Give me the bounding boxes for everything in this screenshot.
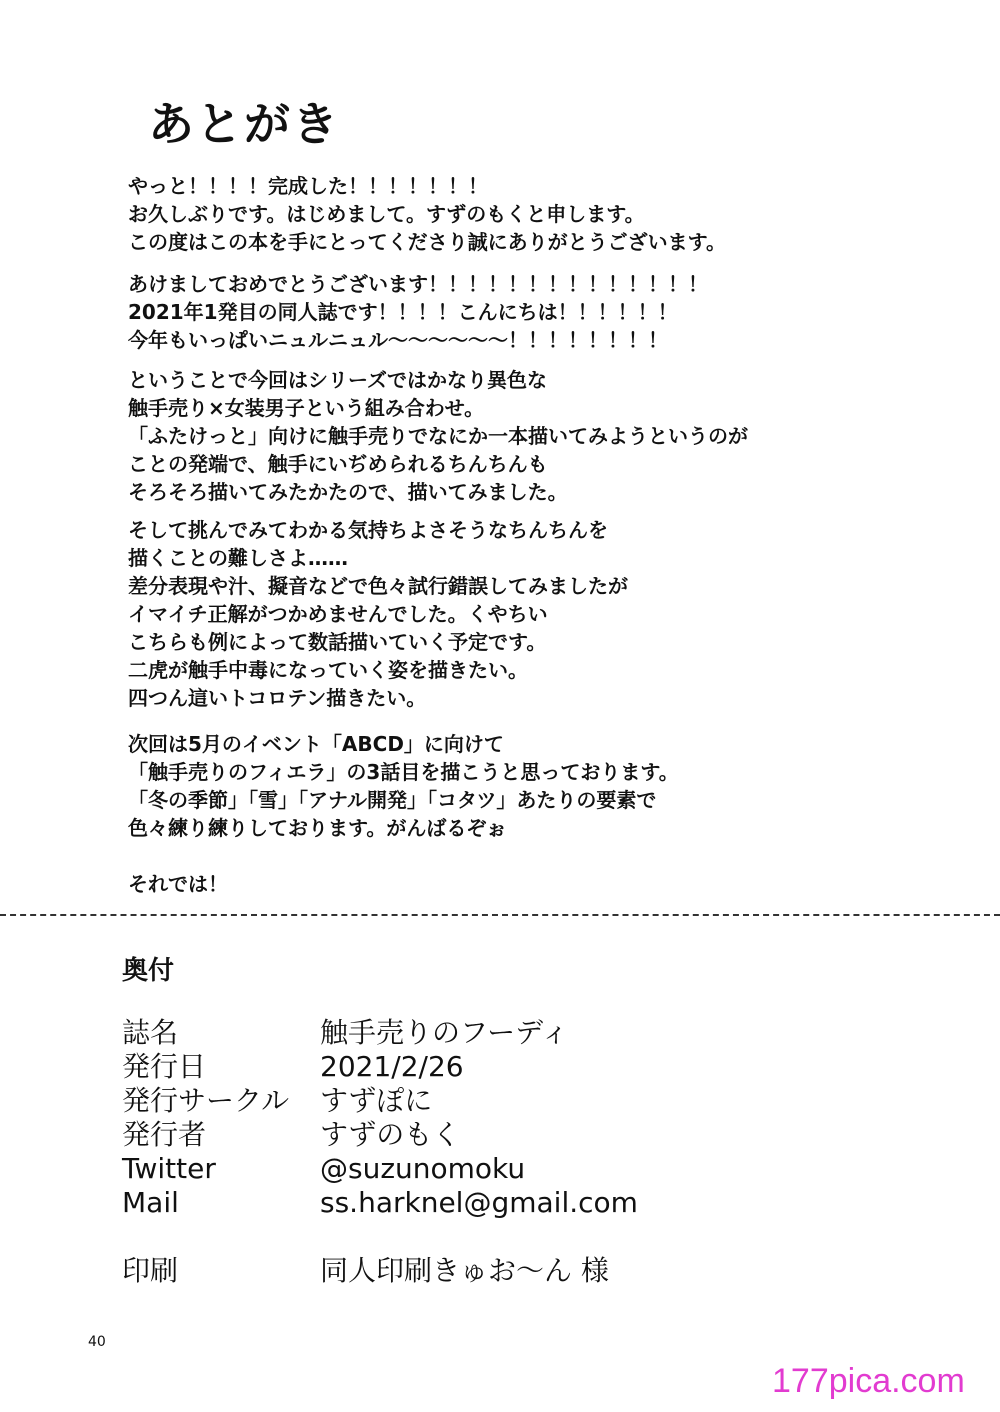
colophon-row-mail [122, 1186, 722, 1220]
colophon-value: ss.harknel@gmail.com [320, 1186, 638, 1219]
paragraph-6 [128, 870, 228, 898]
colophon-label: 発行者 [122, 1118, 207, 1151]
paragraph-4 [128, 516, 628, 712]
text-line: こちらも例によって数話描いていく予定です。 [128, 630, 547, 654]
text-line: そして挑んでみてわかる気持ちよさそうなちんちんを [128, 518, 608, 542]
text-line: 「冬の季節」「雪」「アナル開発」「コタツ」あたりの要素で [128, 788, 657, 812]
text-line: 二虎が触手中毒になっていく姿を描きたい。 [128, 658, 528, 682]
colophon-label: 誌名 [122, 1016, 179, 1049]
colophon-row-twitter [122, 1152, 722, 1186]
text-line: そろそろ描いてみたかたので、描いてみました。 [128, 480, 568, 504]
page-number: 40 [88, 1334, 106, 1350]
colophon-row-date [122, 1050, 722, 1084]
colophon-value: すずのもく [320, 1118, 461, 1151]
colophon-label: 印刷 [122, 1254, 179, 1287]
text-line: 触手売り×女装男子という組み合わせ。 [128, 396, 485, 420]
colophon-label: 発行サークル [122, 1084, 290, 1117]
paragraph-3 [128, 366, 748, 506]
afterword-title: あとがき [148, 97, 340, 151]
text-line: それでは！ [128, 872, 228, 896]
colophon-label: 発行日 [122, 1050, 207, 1083]
dashed-divider [0, 914, 1000, 916]
colophon-row-publisher [122, 1118, 722, 1152]
text-line: 描くことの難しさよ…… [128, 546, 348, 570]
text-line: 「触手売りのフィエラ」の3話目を描こうと思っております。 [128, 760, 679, 784]
text-line: 2021年1発目の同人誌です！！！！こんにちは！！！！！！ [128, 300, 678, 324]
text-line: ということで今回はシリーズではかなり異色な [128, 368, 547, 392]
text-line: 差分表現や汁、擬音などで色々試行錯誤してみましたが [128, 574, 628, 598]
paragraph-5 [128, 730, 679, 842]
colophon-title: 奥付 [122, 956, 175, 986]
text-line: お久しぶりです。はじめまして。すずのもくと申します。 [128, 202, 645, 226]
text-line: 次回は5月のイベント「ABCD」に向けて [128, 732, 504, 756]
colophon-row-title [122, 1016, 722, 1050]
colophon-value: 2021/2/26 [320, 1050, 464, 1083]
watermark-text: 177pica.com [772, 1362, 965, 1400]
text-line: 今年もいっぱいニュルニュル〜〜〜〜〜〜！！！！！！！！ [128, 328, 668, 352]
colophon-row-printer [122, 1254, 722, 1288]
text-line: 四つん這いトコロテン描きたい。 [128, 686, 427, 710]
paragraph-2 [128, 270, 708, 354]
text-line: ことの発端で、触手にいぢめられるちんちんも [128, 452, 548, 476]
text-line: やっと！！！！完成した！！！！！！！ [128, 174, 488, 198]
text-line: この度はこの本を手にとってくださり誠にありがとうございます。 [128, 230, 726, 254]
colophon-value: 同人印刷きゅお〜ん 様 [320, 1254, 609, 1287]
colophon-label: Twitter [122, 1152, 216, 1185]
paragraph-1 [128, 172, 726, 256]
colophon-value: 触手売りのフーディ [320, 1016, 569, 1049]
colophon-row-circle [122, 1084, 722, 1118]
colophon-value: すずぽに [320, 1084, 433, 1117]
text-line: イマイチ正解がつかめませんでした。くやちい [128, 602, 548, 626]
text-line: 色々練り練りしております。がんばるぞぉ [128, 816, 507, 840]
colophon-label: Mail [122, 1186, 179, 1219]
text-line: あけましておめでとうございます！！！！！！！！！！！！！！ [128, 272, 708, 296]
colophon-value: @suzunomoku [320, 1152, 526, 1185]
text-line: 「ふたけっと」向けに触手売りでなにか一本描いてみようというのが [128, 424, 748, 448]
